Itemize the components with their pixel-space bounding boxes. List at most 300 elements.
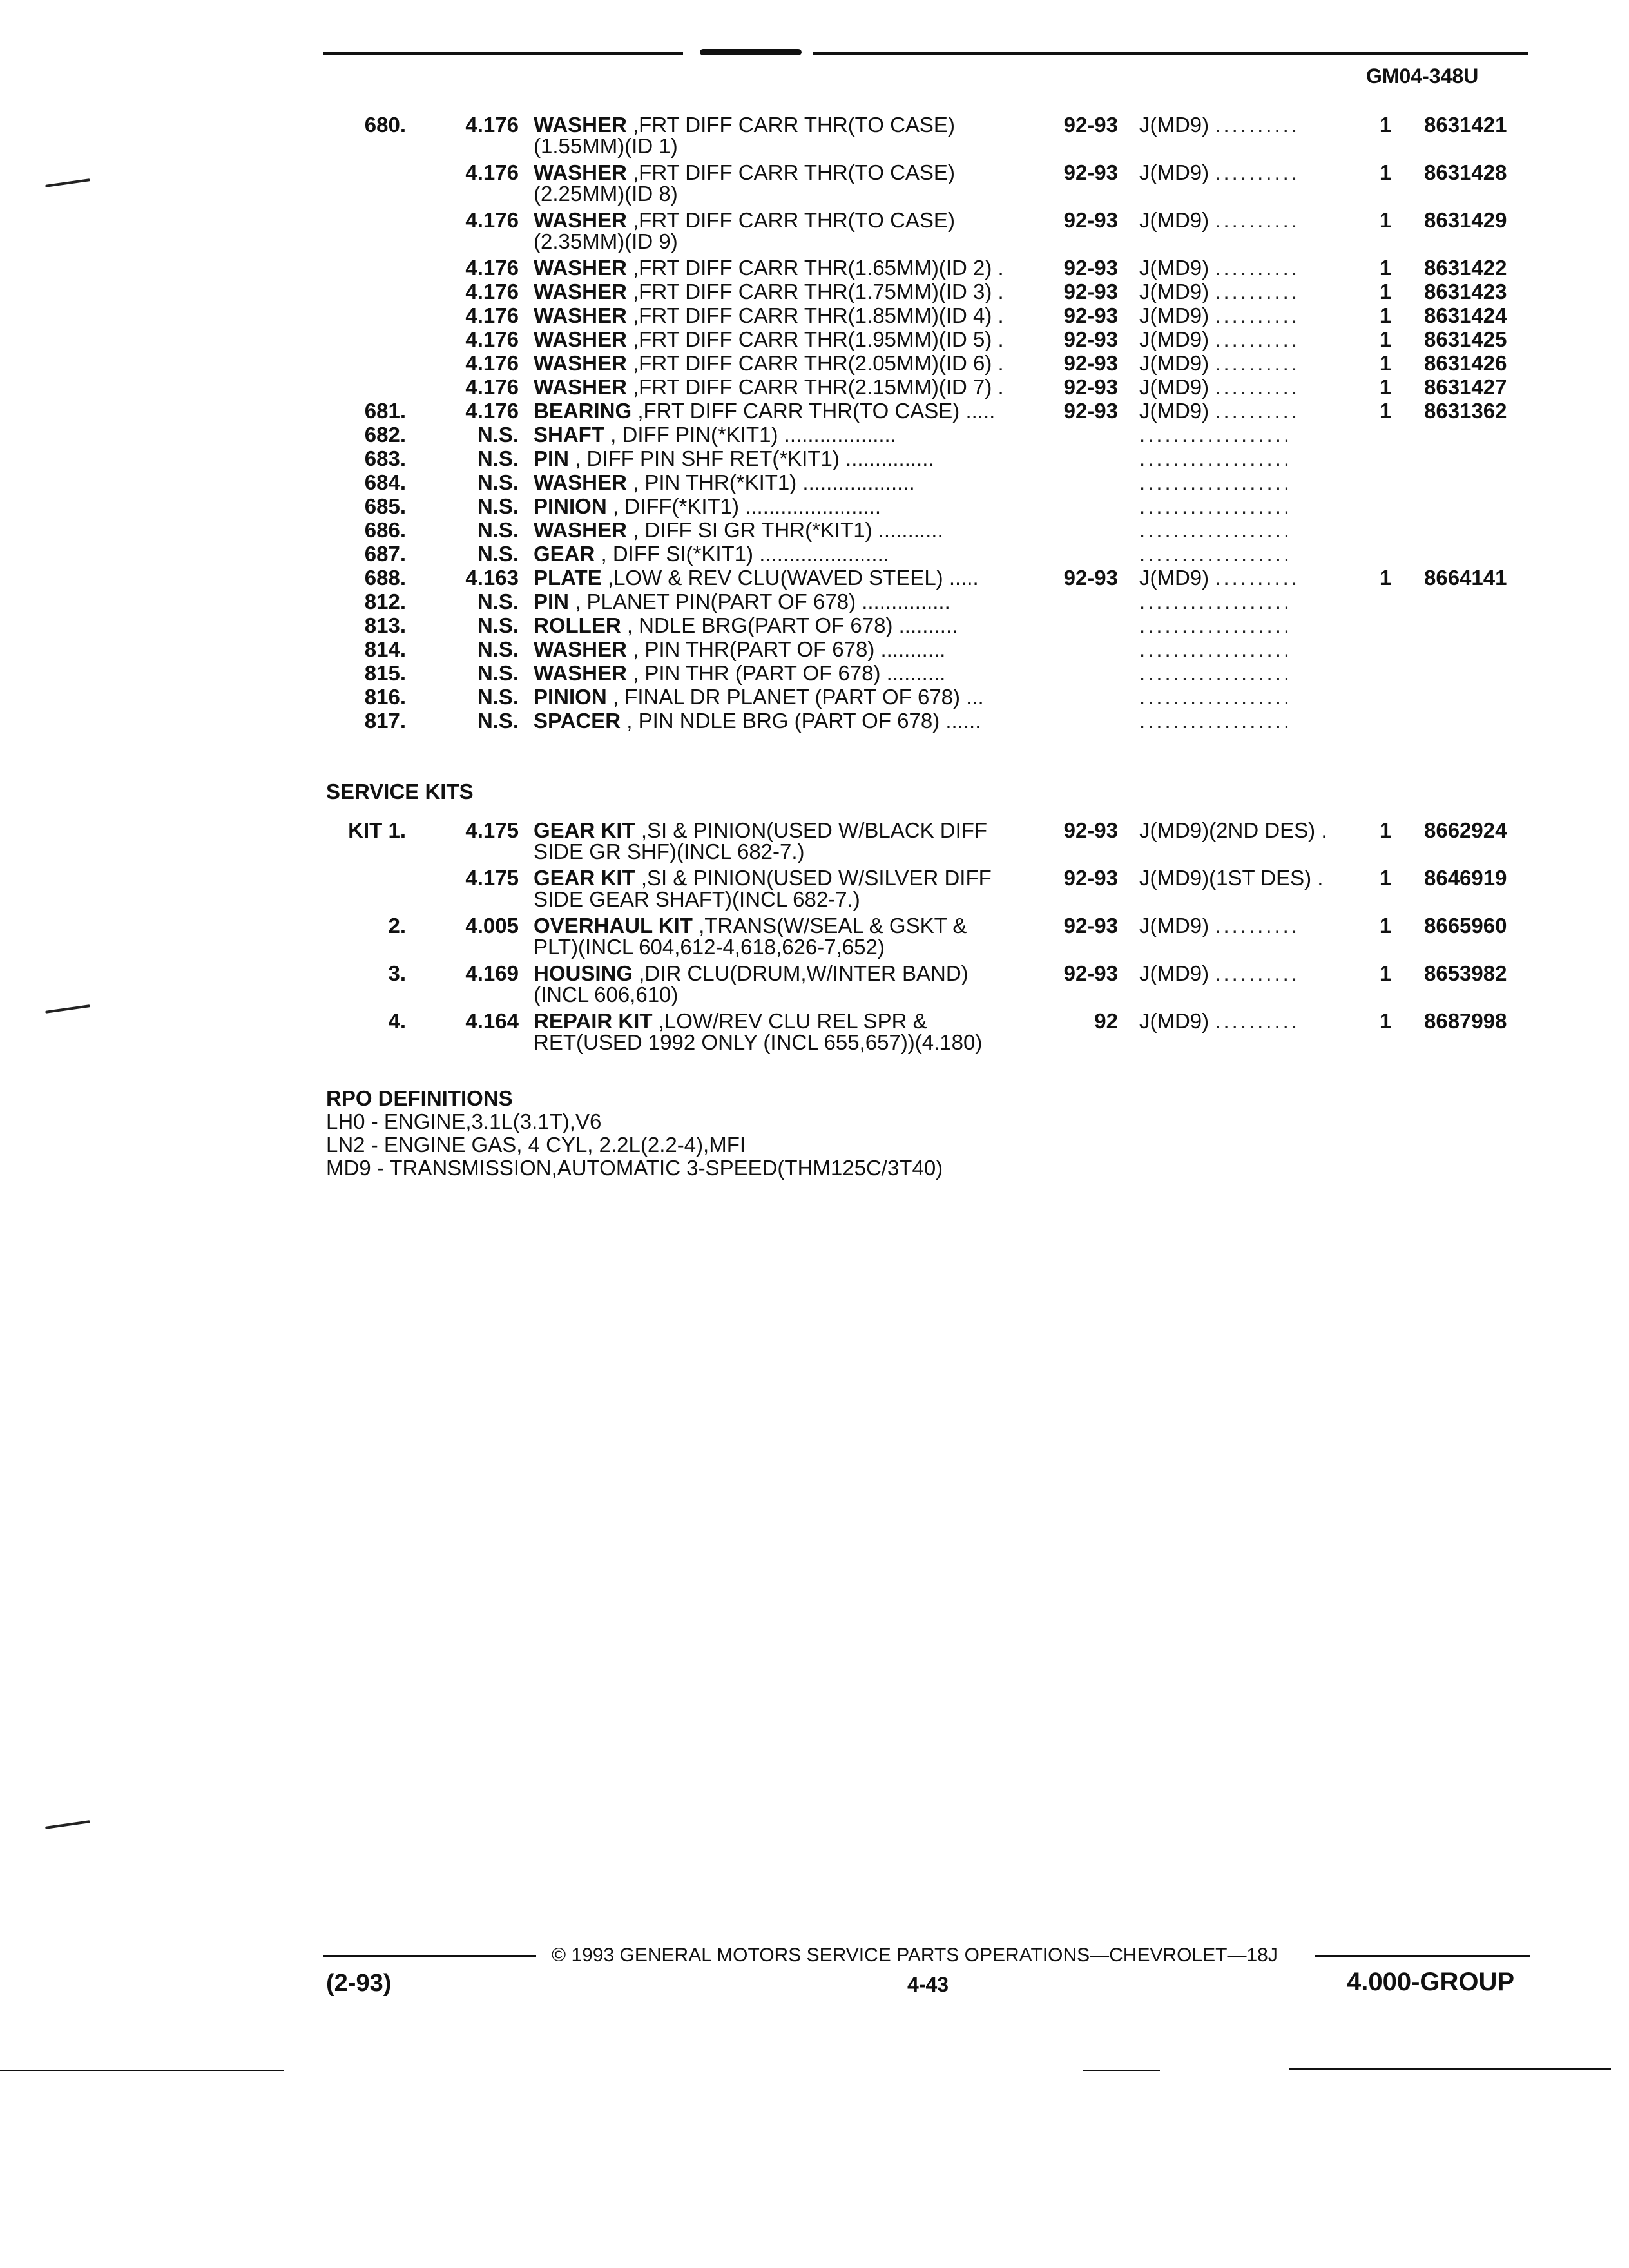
model-code (1139, 351, 1300, 375)
quantity: 1 (1379, 1009, 1392, 1033)
model-code (1139, 961, 1300, 985)
item-number: 815. (364, 661, 406, 685)
group-number: 4.176 (465, 256, 519, 280)
part-number: 8687998 (1424, 1009, 1507, 1033)
description-continuation: SIDE GEAR SHAFT)(INCL 682-7.) (534, 887, 860, 911)
model-dots: .......... (1215, 303, 1300, 327)
model-year: 92-93 (1063, 303, 1118, 327)
model-text: J(MD9) (1139, 566, 1210, 590)
description-continuation: PLT)(INCL 604,612-4,618,626-7,652) (534, 935, 885, 959)
part-number: 8631429 (1424, 208, 1507, 232)
table-row (0, 351, 1629, 375)
description (534, 423, 896, 447)
group-number: N.S. (477, 709, 519, 733)
table-row-continuation (0, 887, 1629, 911)
table-row (0, 661, 1629, 685)
part-name: WASHER (534, 303, 627, 327)
part-number: 8631424 (1424, 303, 1507, 327)
model-code (1139, 327, 1300, 351)
group-number: N.S. (477, 518, 519, 542)
table-row (0, 518, 1629, 542)
description (534, 818, 987, 842)
part-name: PINION (534, 685, 607, 709)
model-dots: .......... (1215, 280, 1300, 303)
model-year: 92-93 (1063, 961, 1118, 985)
table-row (0, 423, 1629, 447)
model-code (1139, 423, 1292, 447)
part-desc: , PLANET PIN(PART OF 678) ............... (575, 590, 950, 613)
group-number: N.S. (477, 494, 519, 518)
item-number: 684. (364, 470, 406, 494)
part-number: 8631427 (1424, 375, 1507, 399)
part-number: 8662924 (1424, 818, 1507, 842)
model-dots: .................. (1139, 590, 1293, 613)
part-name: ROLLER (534, 613, 621, 637)
part-desc: ,LOW & REV CLU(WAVED STEEL) ..... (607, 566, 979, 590)
table-row (0, 470, 1629, 494)
part-number: 8631422 (1424, 256, 1507, 280)
model-year: 92-93 (1063, 566, 1118, 590)
model-text: J(MD9) (1139, 375, 1210, 399)
description-continuation: (2.35MM)(ID 9) (534, 229, 678, 253)
table-row (0, 961, 1629, 985)
model-code (1139, 566, 1300, 590)
part-desc: ,FRT DIFF CARR THR(1.65MM)(ID 2) . (633, 256, 1004, 280)
item-number: 813. (364, 613, 406, 637)
model-dots: .......... (1215, 566, 1300, 590)
part-number: 8646919 (1424, 866, 1507, 890)
description (534, 542, 889, 566)
model-dots: .................. (1139, 542, 1293, 566)
item-number: 680. (364, 113, 406, 137)
group-number: N.S. (477, 685, 519, 709)
part-name: WASHER (534, 280, 627, 303)
item-number: 812. (364, 590, 406, 613)
page-number: 4-43 (907, 1973, 949, 1996)
model-dots: .......... (1215, 208, 1300, 232)
quantity: 1 (1379, 375, 1392, 399)
description (534, 447, 934, 470)
group-number: N.S. (477, 590, 519, 613)
header-rule-right (813, 52, 1528, 55)
footer-rule-left (323, 1955, 536, 1957)
item-number: 814. (364, 637, 406, 661)
part-name: WASHER (534, 470, 627, 494)
quantity: 1 (1379, 113, 1392, 137)
table-row (0, 375, 1629, 399)
description (534, 518, 943, 542)
item-number: 685. (364, 494, 406, 518)
part-desc: , PIN THR(*KIT1) ................... (633, 470, 915, 494)
model-code (1139, 1009, 1300, 1033)
model-year: 92-93 (1063, 327, 1118, 351)
description (534, 866, 992, 890)
description-continuation: (1.55MM)(ID 1) (534, 134, 678, 158)
model-dots: .................. (1139, 518, 1293, 542)
group-number: 4.175 (465, 866, 519, 890)
model-year: 92-93 (1063, 866, 1118, 890)
footer-date: (2-93) (326, 1970, 392, 1997)
description (534, 613, 958, 637)
model-dots: .......... (1215, 351, 1300, 375)
model-dots: .................. (1139, 423, 1293, 447)
model-code (1139, 303, 1300, 327)
table-row (0, 685, 1629, 709)
part-name: GEAR KIT (534, 866, 635, 890)
model-code (1139, 280, 1300, 303)
model-code (1139, 375, 1300, 399)
group-number: N.S. (477, 542, 519, 566)
part-name: PINION (534, 494, 607, 518)
table-row (0, 280, 1629, 303)
part-name: PIN (534, 590, 570, 613)
description (534, 637, 945, 661)
model-year: 92-93 (1063, 113, 1118, 137)
part-desc: ,FRT DIFF CARR THR(2.05MM)(ID 6) . (633, 351, 1004, 375)
description (534, 351, 1004, 375)
model-dots: .................. (1139, 709, 1293, 733)
part-name: PLATE (534, 566, 602, 590)
model-year: 92-93 (1063, 818, 1118, 842)
model-year: 92-93 (1063, 208, 1118, 232)
rpo-heading: RPO DEFINITIONS (326, 1086, 513, 1110)
part-desc: ,FRT DIFF CARR THR(2.15MM)(ID 7) . (633, 375, 1004, 399)
part-name: WASHER (534, 208, 627, 232)
part-name: SHAFT (534, 423, 604, 447)
part-desc: ,FRT DIFF CARR THR(1.85MM)(ID 4) . (633, 303, 1004, 327)
model-code (1139, 208, 1300, 232)
group-number: 4.163 (465, 566, 519, 590)
group-number: 4.176 (465, 399, 519, 423)
part-desc: ,FRT DIFF CARR THR(1.95MM)(ID 5) . (633, 327, 1004, 351)
model-code (1139, 518, 1292, 542)
part-number: 8631423 (1424, 280, 1507, 303)
description-continuation: (2.25MM)(ID 8) (534, 182, 678, 206)
model-text: J(MD9) (1139, 208, 1210, 232)
table-row (0, 637, 1629, 661)
model-dots: .......... (1215, 1009, 1300, 1033)
model-text: J(MD9) (1139, 961, 1210, 985)
description (534, 961, 969, 985)
description (534, 256, 1004, 280)
group-number: N.S. (477, 423, 519, 447)
table-row-continuation (0, 935, 1629, 959)
description (534, 709, 981, 733)
part-desc: , DIFF PIN SHF RET(*KIT1) ............... (575, 447, 934, 470)
quantity: 1 (1379, 280, 1392, 303)
table-row-continuation (0, 840, 1629, 863)
part-name: WASHER (534, 160, 627, 184)
description (534, 914, 967, 937)
model-text: J(MD9) (1139, 914, 1210, 937)
model-text: J(MD9)(2ND DES) . (1139, 818, 1327, 842)
model-code (1139, 818, 1327, 842)
item-number: 2. (388, 914, 406, 937)
part-name: SPACER (534, 709, 621, 733)
part-desc: , DIFF(*KIT1) ....................... (612, 494, 882, 518)
quantity: 1 (1379, 208, 1392, 232)
item-number: 4. (388, 1009, 406, 1033)
doc-id: GM04-348U (1366, 64, 1479, 88)
part-number: 8631362 (1424, 399, 1507, 423)
table-row (0, 494, 1629, 518)
description (534, 327, 1004, 351)
description (534, 280, 1004, 303)
part-name: WASHER (534, 327, 627, 351)
table-row (0, 256, 1629, 280)
description (534, 208, 955, 232)
model-dots: .................. (1139, 613, 1293, 637)
quantity: 1 (1379, 327, 1392, 351)
item-number: 683. (364, 447, 406, 470)
part-desc: ,SI & PINION(USED W/BLACK DIFF (641, 818, 988, 842)
description (534, 590, 950, 613)
part-name: WASHER (534, 661, 627, 685)
quantity: 1 (1379, 399, 1392, 423)
model-dots: .......... (1215, 256, 1300, 280)
part-name: OVERHAUL KIT (534, 914, 693, 937)
part-desc: ,LOW/REV CLU REL SPR & (658, 1009, 927, 1033)
part-desc: ,TRANS(W/SEAL & GSKT & (699, 914, 967, 937)
model-year: 92-93 (1063, 399, 1118, 423)
model-text: J(MD9) (1139, 113, 1210, 137)
quantity: 1 (1379, 303, 1392, 327)
table-row-continuation (0, 134, 1629, 158)
rpo-line-lh0: LH0 - ENGINE,3.1L(3.1T),V6 (326, 1110, 602, 1133)
part-desc: , DIFF SI GR THR(*KIT1) ........... (633, 518, 943, 542)
model-text: J(MD9) (1139, 351, 1210, 375)
table-row (0, 327, 1629, 351)
table-row (0, 399, 1629, 423)
description (534, 661, 945, 685)
model-dots: .................. (1139, 685, 1293, 709)
footer-group: 4.000-GROUP (1347, 1968, 1515, 1996)
table-row (0, 914, 1629, 937)
table-row (0, 208, 1629, 232)
table-row (0, 160, 1629, 184)
model-year: 92-93 (1063, 375, 1118, 399)
quantity: 1 (1379, 256, 1392, 280)
quantity: 1 (1379, 351, 1392, 375)
part-name: GEAR (534, 542, 595, 566)
description-continuation: RET(USED 1992 ONLY (INCL 655,657))(4.180) (534, 1030, 983, 1054)
group-number: 4.176 (465, 208, 519, 232)
model-year: 92-93 (1063, 160, 1118, 184)
table-row (0, 818, 1629, 842)
part-number: 8631428 (1424, 160, 1507, 184)
part-desc: , FINAL DR PLANET (PART OF 678) ... (612, 685, 984, 709)
quantity: 1 (1379, 818, 1392, 842)
item-number: 686. (364, 518, 406, 542)
model-year: 92-93 (1063, 914, 1118, 937)
part-number: 8631425 (1424, 327, 1507, 351)
group-number: 4.175 (465, 818, 519, 842)
description (534, 470, 915, 494)
model-code (1139, 914, 1300, 937)
group-number: 4.169 (465, 961, 519, 985)
table-row-continuation (0, 983, 1629, 1006)
part-desc: ,FRT DIFF CARR THR(1.75MM)(ID 3) . (633, 280, 1004, 303)
table-row (0, 709, 1629, 733)
item-number: 682. (364, 423, 406, 447)
model-code (1139, 542, 1292, 566)
scan-line (0, 2070, 284, 2071)
description (534, 685, 984, 709)
description (534, 566, 979, 590)
table-row (0, 303, 1629, 327)
footer-rule-right (1315, 1955, 1530, 1957)
model-code (1139, 866, 1323, 890)
item-number: 688. (364, 566, 406, 590)
part-number: 8665960 (1424, 914, 1507, 937)
part-name: WASHER (534, 351, 627, 375)
part-desc: ,SI & PINION(USED W/SILVER DIFF (641, 866, 992, 890)
group-number: 4.176 (465, 280, 519, 303)
item-number: 3. (388, 961, 406, 985)
part-desc: , DIFF PIN(*KIT1) ................... (610, 423, 896, 447)
group-number: 4.164 (465, 1009, 519, 1033)
item-number: 687. (364, 542, 406, 566)
model-code (1139, 447, 1292, 470)
part-number: 8631426 (1424, 351, 1507, 375)
model-text: J(MD9) (1139, 327, 1210, 351)
model-code (1139, 637, 1292, 661)
group-number: 4.176 (465, 375, 519, 399)
group-number: N.S. (477, 470, 519, 494)
part-name: WASHER (534, 518, 627, 542)
margin-mark (45, 1820, 90, 1829)
part-name: BEARING (534, 399, 632, 423)
group-number: 4.176 (465, 113, 519, 137)
model-dots: .......... (1215, 914, 1300, 937)
description (534, 113, 955, 137)
model-code (1139, 470, 1292, 494)
description-continuation: (INCL 606,610) (534, 983, 679, 1006)
model-dots: .................. (1139, 494, 1293, 518)
model-text: J(MD9) (1139, 399, 1210, 423)
model-code (1139, 113, 1300, 137)
header-rule-left (323, 52, 683, 55)
part-desc: , PIN THR(PART OF 678) ........... (633, 637, 946, 661)
model-dots: .................. (1139, 447, 1293, 470)
part-desc: ,FRT DIFF CARR THR(TO CASE) ..... (637, 399, 996, 423)
part-name: PIN (534, 447, 570, 470)
model-code (1139, 661, 1292, 685)
model-code (1139, 399, 1300, 423)
description (534, 1009, 927, 1033)
item-number: KIT 1. (348, 818, 406, 842)
part-name: WASHER (534, 637, 627, 661)
part-number: 8631421 (1424, 113, 1507, 137)
table-row-continuation (0, 229, 1629, 253)
model-year: 92-93 (1063, 351, 1118, 375)
group-number: N.S. (477, 637, 519, 661)
item-number: 816. (364, 685, 406, 709)
part-desc: ,DIR CLU(DRUM,W/INTER BAND) (639, 961, 969, 985)
part-name: WASHER (534, 113, 627, 137)
model-dots: .................. (1139, 470, 1293, 494)
model-text: J(MD9) (1139, 280, 1210, 303)
part-name: HOUSING (534, 961, 633, 985)
scan-line (1083, 2070, 1160, 2071)
rpo-line-ln2: LN2 - ENGINE GAS, 4 CYL, 2.2L(2.2-4),MFI (326, 1133, 746, 1157)
model-code (1139, 709, 1292, 733)
part-name: GEAR KIT (534, 818, 635, 842)
description-continuation: SIDE GR SHF)(INCL 682-7.) (534, 840, 805, 863)
copyright: © 1993 GENERAL MOTORS SERVICE PARTS OPERATIONS—CHEVROLET—18J (552, 1945, 1278, 1966)
model-code (1139, 685, 1292, 709)
table-row (0, 866, 1629, 890)
group-number: N.S. (477, 661, 519, 685)
model-dots: .......... (1215, 327, 1300, 351)
rpo-line-md9: MD9 - TRANSMISSION,AUTOMATIC 3-SPEED(THM125C/3T40) (326, 1156, 943, 1180)
model-year: 92 (1094, 1009, 1118, 1033)
part-desc: ,FRT DIFF CARR THR(TO CASE) (633, 160, 955, 184)
model-dots: .......... (1215, 160, 1300, 184)
group-number: 4.176 (465, 351, 519, 375)
table-row-continuation (0, 182, 1629, 206)
model-code (1139, 590, 1292, 613)
model-dots: .......... (1215, 399, 1300, 423)
model-text: J(MD9) (1139, 303, 1210, 327)
quantity: 1 (1379, 961, 1392, 985)
model-dots: .................. (1139, 661, 1293, 685)
part-name: WASHER (534, 256, 627, 280)
group-number: 4.176 (465, 303, 519, 327)
model-code (1139, 494, 1292, 518)
model-text: J(MD9) (1139, 1009, 1210, 1033)
part-desc: ,FRT DIFF CARR THR(TO CASE) (633, 113, 955, 137)
part-desc: ,FRT DIFF CARR THR(TO CASE) (633, 208, 955, 232)
description (534, 375, 1004, 399)
part-desc: , PIN NDLE BRG (PART OF 678) ...... (626, 709, 981, 733)
model-code (1139, 613, 1292, 637)
part-desc: , DIFF SI(*KIT1) ...................... (601, 542, 889, 566)
model-year: 92-93 (1063, 280, 1118, 303)
model-dots: .................. (1139, 637, 1293, 661)
model-dots: .......... (1215, 375, 1300, 399)
model-code (1139, 160, 1300, 184)
table-row (0, 447, 1629, 470)
description (534, 160, 955, 184)
quantity: 1 (1379, 914, 1392, 937)
description (534, 494, 881, 518)
group-number: 4.176 (465, 327, 519, 351)
model-dots: .......... (1215, 113, 1300, 137)
table-row (0, 613, 1629, 637)
part-name: REPAIR KIT (534, 1009, 653, 1033)
quantity: 1 (1379, 566, 1392, 590)
model-year: 92-93 (1063, 256, 1118, 280)
table-row (0, 590, 1629, 613)
scan-line (1289, 2068, 1611, 2070)
part-number: 8664141 (1424, 566, 1507, 590)
model-dots: .......... (1215, 961, 1300, 985)
model-text: J(MD9)(1ST DES) . (1139, 866, 1324, 890)
service-kits-heading: SERVICE KITS (326, 780, 474, 803)
group-number: N.S. (477, 613, 519, 637)
model-text: J(MD9) (1139, 256, 1210, 280)
header-rule-center (700, 49, 802, 55)
group-number: 4.005 (465, 914, 519, 937)
part-number: 8653982 (1424, 961, 1507, 985)
description (534, 399, 995, 423)
table-row (0, 1009, 1629, 1033)
item-number: 681. (364, 399, 406, 423)
quantity: 1 (1379, 160, 1392, 184)
part-desc: , PIN THR (PART OF 678) .......... (633, 661, 946, 685)
model-code (1139, 256, 1300, 280)
